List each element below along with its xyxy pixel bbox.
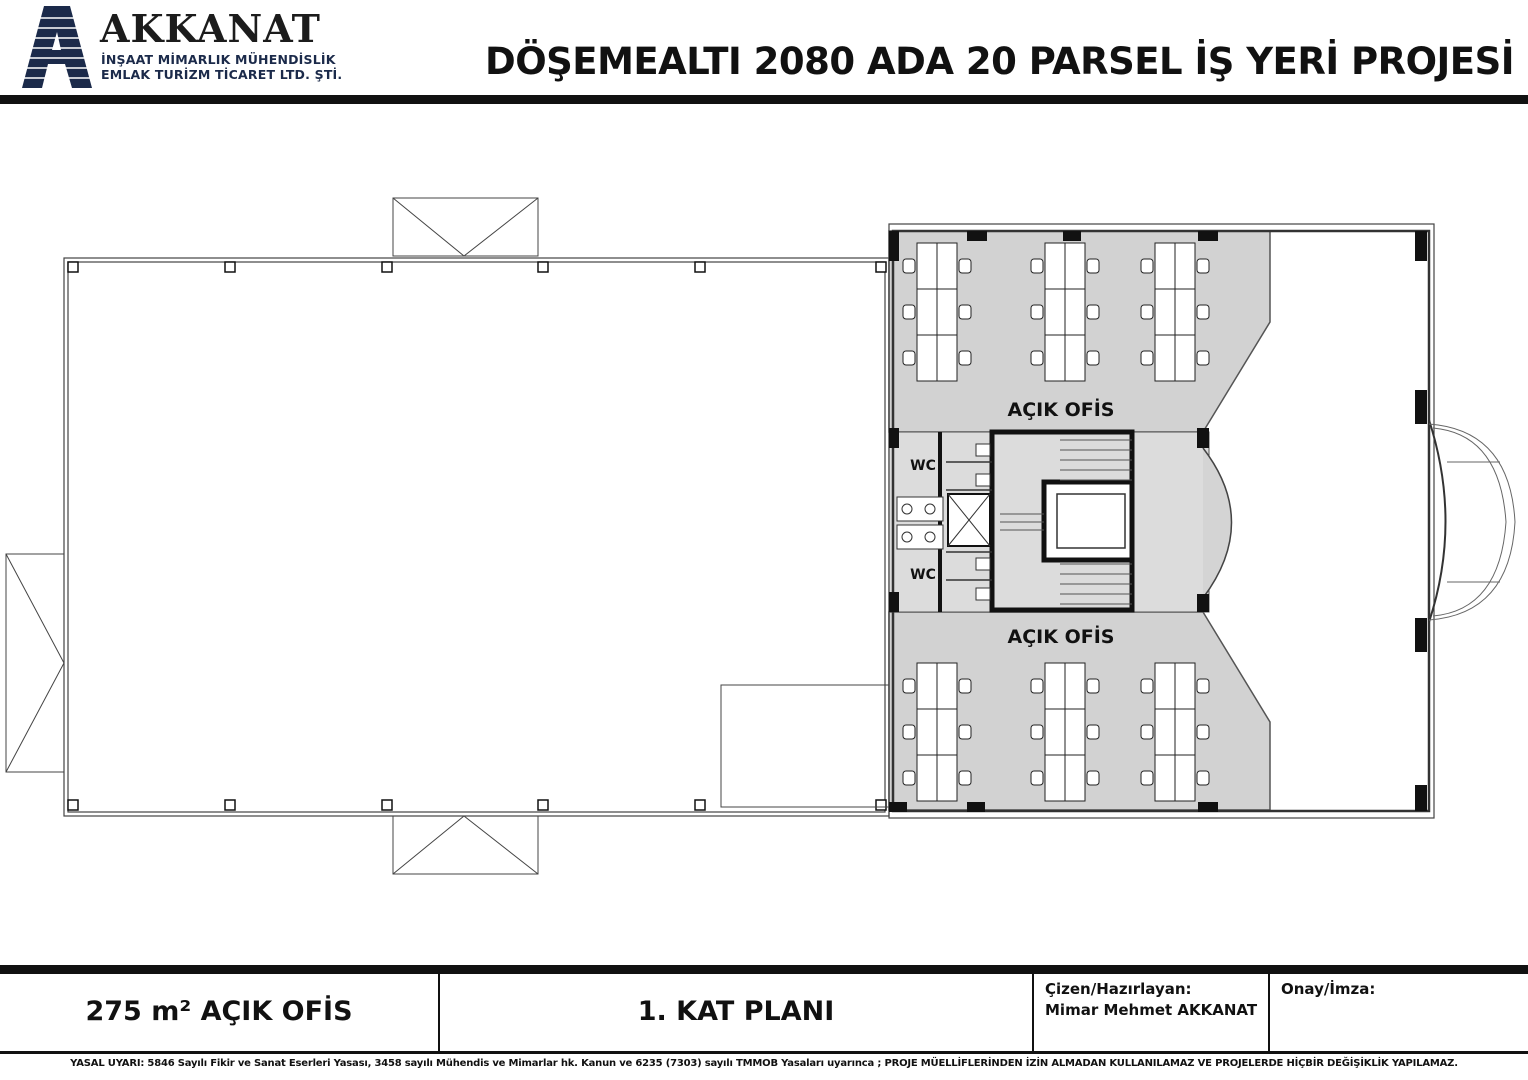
chair — [1197, 725, 1209, 739]
columns — [68, 262, 886, 810]
area-label: 275 m² AÇIK OFİS — [85, 996, 353, 1027]
chair — [1141, 725, 1153, 739]
chair — [1031, 679, 1043, 693]
chair — [1141, 679, 1153, 693]
chair — [1087, 351, 1099, 365]
drawn-by-label: Çizen/Hazırlayan: — [1045, 980, 1192, 998]
chair — [1197, 679, 1209, 693]
room-label-wc-top: WC — [910, 458, 936, 474]
header-divider — [0, 95, 1528, 104]
chair — [1031, 351, 1043, 365]
sheet-title: 1. KAT PLANI — [637, 996, 835, 1027]
chair — [1031, 725, 1043, 739]
room-label-wc-bottom: WC — [910, 567, 936, 583]
project-title: DÖŞEMEALTI 2080 ADA 20 PARSEL İŞ YERİ PROJESİ — [484, 40, 1514, 83]
chair — [959, 259, 971, 273]
company-logo-icon — [20, 4, 94, 90]
sheet-cell — [440, 974, 1034, 1052]
chair — [903, 259, 915, 273]
chair — [1087, 725, 1099, 739]
canopies — [6, 198, 889, 874]
header — [0, 0, 1528, 106]
chair — [1031, 259, 1043, 273]
drawn-by-name: Mimar Mehmet AKKANAT — [1045, 1001, 1258, 1019]
approval-label: Onay/İmza: — [1281, 980, 1376, 998]
drawn-by-cell — [1034, 974, 1270, 1052]
main-hall — [64, 258, 889, 816]
chair — [1197, 351, 1209, 365]
chair — [903, 771, 915, 785]
legal-notice: YASAL UYARI: 5846 Sayılı Fikir ve Sanat Eserleri Yasası, 3458 sayılı Mühendis ve Mimarlar hk. Kanun ve 6235 (7303) sayılı TMMOB Yasaları uyarınca ; PROJE MÜELLİFLERİNDEN İZİN ALMADAN KULLANILAMAZ VE PROJELERDE HİÇBİR DEĞİŞİKLİK YAPILAMAZ. — [70, 1058, 1458, 1069]
chair — [903, 351, 915, 365]
chair — [1087, 259, 1099, 273]
company-subtitle-1: İNŞAAT MİMARLIK MÜHENDİSLİK — [101, 52, 336, 67]
company-name: AKKANAT — [100, 6, 321, 51]
chair — [1031, 771, 1043, 785]
footer-bottom-rule — [0, 1051, 1528, 1054]
chair — [1141, 771, 1153, 785]
chair — [1087, 679, 1099, 693]
chair — [1197, 771, 1209, 785]
floor-plan — [0, 106, 1528, 966]
approval-cell — [1270, 974, 1528, 1052]
area-cell — [0, 974, 440, 1052]
footer-divider — [0, 965, 1528, 974]
company-subtitle-2: EMLAK TURİZM TİCARET LTD. ŞTİ. — [101, 67, 343, 82]
chair — [903, 305, 915, 319]
title-block — [0, 965, 1528, 1080]
chair — [1197, 305, 1209, 319]
chair — [1087, 305, 1099, 319]
chair — [959, 305, 971, 319]
chair — [1141, 259, 1153, 273]
chair — [959, 351, 971, 365]
chair — [1141, 305, 1153, 319]
chair — [1031, 305, 1043, 319]
chair — [1141, 351, 1153, 365]
chair — [1197, 259, 1209, 273]
room-label-open-office-top: AÇIK OFİS — [1007, 399, 1115, 421]
room-label-open-office-bottom: AÇIK OFİS — [1007, 626, 1115, 648]
chair — [959, 679, 971, 693]
chair — [959, 725, 971, 739]
chair — [903, 679, 915, 693]
chair — [1087, 771, 1099, 785]
chair — [903, 725, 915, 739]
chair — [959, 771, 971, 785]
